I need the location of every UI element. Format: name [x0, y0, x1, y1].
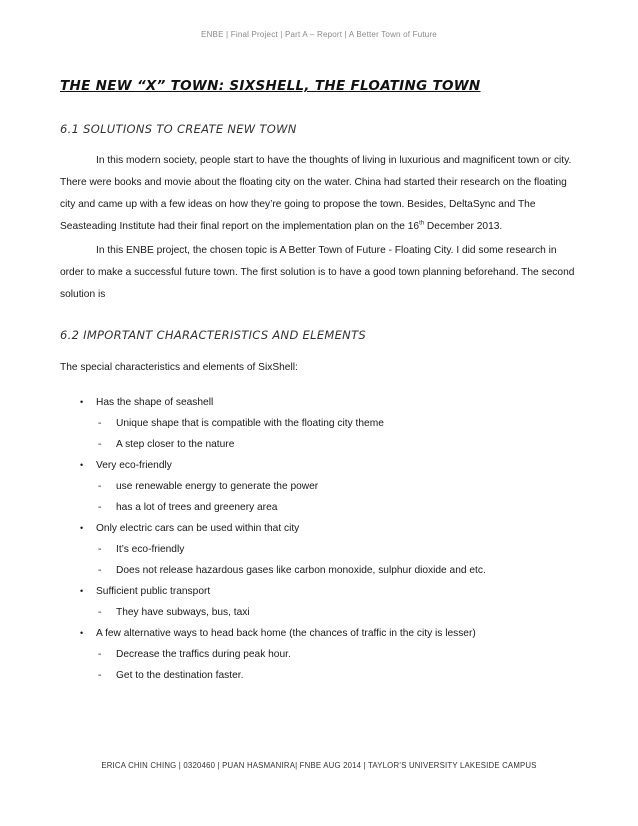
- section-heading-solutions: 6.1 SOLUTIONS TO CREATE NEW TOWN: [60, 122, 297, 136]
- bullet-icon: •: [80, 523, 84, 533]
- bullet-text: Very eco-friendly: [96, 460, 172, 471]
- bullet-item: [80, 586, 210, 597]
- sub-item: [98, 439, 234, 450]
- sub-item-text: Does not release hazardous gases like carbon monoxide, sulphur dioxide and etc.: [116, 565, 486, 576]
- dash-icon: -: [98, 670, 102, 681]
- sub-item-text: It’s eco-friendly: [116, 544, 185, 555]
- dash-icon: -: [98, 439, 102, 450]
- paragraph-text: In this modern society, people start to have the thoughts of living in luxurious and magnificent town or city. There were books and movie about the floating city on the water. China had started their research on the floating city and came up with a few ideas on how they’re going to propose the town. Besides, DeltaSync and The Seasteading Institute had their final report on the implementation plan on the 16: [60, 155, 572, 232]
- dash-icon: -: [98, 649, 102, 660]
- bullet-text: Sufficient public transport: [96, 586, 211, 597]
- bullet-item: [80, 460, 172, 471]
- bullet-text: Has the shape of seashell: [96, 397, 214, 408]
- dash-icon: -: [98, 418, 102, 429]
- paragraph-text: In this ENBE project, the chosen topic is A Better Town of Future - Floating City. I did some research in order to make a successful future town. The first solution is to have a good town planning beforehand. The second solution is: [60, 245, 575, 300]
- page-header: ENBE | Final Project | Part A – Report | A Better Town of Future: [201, 30, 437, 39]
- bullet-item: [80, 397, 213, 408]
- sub-item-text: Decrease the traffics during peak hour.: [116, 649, 291, 660]
- dash-icon: -: [98, 502, 102, 513]
- superscript-text: th: [419, 220, 425, 227]
- sub-item-text: A step closer to the nature: [116, 439, 235, 450]
- page-footer: ERICA CHIN CHING | 0320460 | PUAN HASMANIRA| FNBE AUG 2014 | TAYLOR’S UNIVERSITY LAKESIDE CAMPUS: [101, 761, 537, 770]
- bullet-icon: •: [80, 397, 84, 407]
- sub-item: [98, 649, 291, 660]
- sub-item: [98, 544, 184, 555]
- dash-icon: -: [98, 607, 102, 618]
- section-heading-characteristics: 6.2 IMPORTANT CHARACTERISTICS AND ELEMENTS: [60, 328, 367, 342]
- paragraph-solutions-2: [60, 240, 580, 306]
- bullet-icon: •: [80, 586, 84, 596]
- sub-item: [98, 418, 384, 429]
- sub-item: [98, 481, 318, 492]
- sub-item: [98, 565, 486, 576]
- page-title: THE NEW “X” TOWN: SIXSHELL, THE FLOATING TOWN: [60, 78, 481, 94]
- paragraph-solutions-1: [60, 150, 580, 238]
- dash-icon: -: [98, 565, 102, 576]
- sub-item-text: They have subways, bus, taxi: [116, 607, 250, 618]
- sub-item-text: Unique shape that is compatible with the floating city theme: [116, 418, 384, 429]
- sub-item-text: use renewable energy to generate the power: [116, 481, 319, 492]
- sub-item: [98, 502, 277, 513]
- dash-icon: -: [98, 481, 102, 492]
- bullet-icon: •: [80, 628, 84, 638]
- sub-item-text: Get to the destination faster.: [116, 670, 244, 681]
- bullet-text: Only electric cars can be used within that city: [96, 523, 300, 534]
- characteristics-intro: The special characteristics and elements of SixShell:: [60, 362, 298, 373]
- paragraph-text-end: December 2013.: [424, 221, 503, 232]
- bullet-item: [80, 628, 476, 639]
- sub-item: [98, 607, 250, 618]
- bullet-item: [80, 523, 299, 534]
- sub-item: [98, 670, 243, 681]
- dash-icon: -: [98, 544, 102, 555]
- sub-item-text: has a lot of trees and greenery area: [116, 502, 278, 513]
- bullet-icon: •: [80, 460, 84, 470]
- bullet-text: A few alternative ways to head back home (the chances of traffic in the city is lesser): [96, 628, 476, 639]
